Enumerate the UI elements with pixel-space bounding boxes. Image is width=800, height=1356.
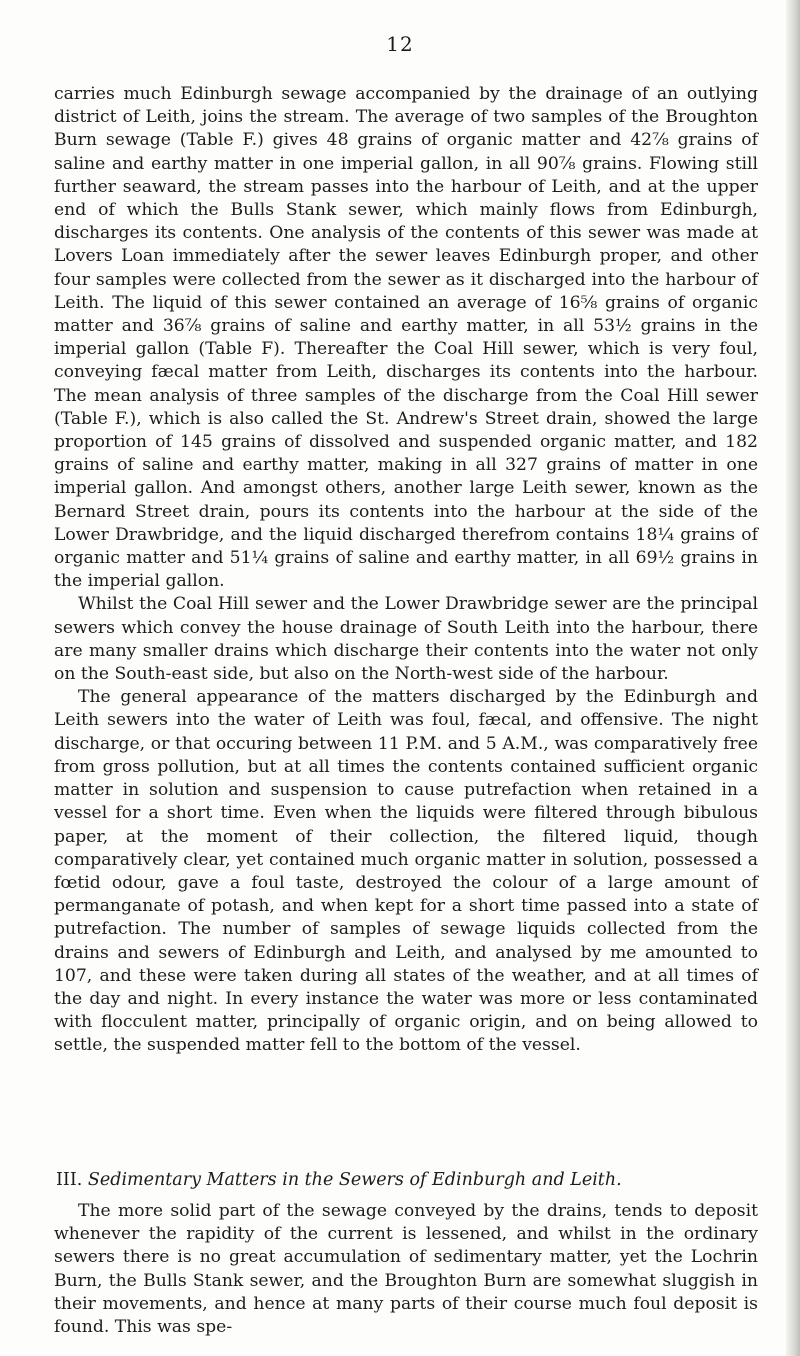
paragraph-principal-sewers: Whilst the Coal Hill sewer and the Lower Drawbridge sewer are the principal sewers which convey the house drainage of South Leith into the harbour, there are many smaller drains which discharge their contents into the water not only on the South-east side, but also on the North-west side of the harbour. bbox=[54, 594, 758, 685]
paragraph-general-appearance: The general appearance of the matters discharged by the Edinburgh and Leith sewers into the water of Leith was foul, fæcal, and offensive. The night discharge, or that occuring between 11 P.M. and 5 A.M., was comparatively free from gross pollution, but at all times the contents contained sufficient organic matter in solution and suspension to cause putrefaction when retained in a vessel for a short time. Even when the liquids were filtered through bibulous paper, at the moment of their collection, the filtered liquid, though comparatively clear, yet contained much organic matter in solution, possessed a fœtid odour, gave a foul taste, destroyed the colour of a large amount of permanganate of potash, and when kept for a short time passed into a state of putrefaction. The number of samples of sewage liquids collected from the drains and sewers of Edinburgh and Leith, and analysed by me amounted to 107, and these were taken during all states of the weather, and at all times of the day and night. In every instance the water was more or less contaminated with flocculent matter, principally of organic origin, and on being allowed to settle, the suspended matter fell to the bottom of the vessel. bbox=[54, 687, 758, 1056]
page-number: 12 bbox=[386, 32, 414, 56]
main-text-block bbox=[54, 83, 758, 1058]
paragraph-sedimentary: The more solid part of the sewage conveyed by the drains, tends to deposit whenever the rapidity of the current is lessened, and whilst in the ordinary sewers there is no great accumulation of sedimentary matter, yet the Lochrin Burn, the Bulls Stank sewer, and the Broughton Burn are somewhat sluggish in their movements, and hence at many parts of their course much foul deposit is found. This was spe- bbox=[54, 1201, 758, 1338]
paragraph-continuation: carries much Edinburgh sewage accompanied by the drainage of an outlying district of Leith, joins the stream. The average of two samples of the Broughton Burn sewage (Table F.) gives 48 grains of organic matter and 42⅞ grains of saline and earthy matter in one imperial gallon, in all 90⅞ grains. Flowing still further seaward, the stream passes into the harbour of Leith, and at the upper end of which the Bulls Stank sewer, which mainly flows from Edinburgh, discharges its contents. One analysis of the contents of this sewer was made at Lovers Loan immediately after the sewer leaves Edinburgh proper, and other four samples were collected from the sewer as it discharged into the harbour of Leith. The liquid of this sewer contained an average of 16⅝ grains of organic matter and 36⅞ grains of saline and earthy matter, in all 53½ grains in the imperial gallon (Table F). Thereafter the Coal Hill sewer, which is very foul, conveying fæcal matter from Leith, discharges its contents into the harbour. The mean analysis of three samples of the discharge from the Coal Hill sewer (Table F.), which is also called the St. Andrew's Street drain, showed the large proportion of 145 grains of dissolved and suspended organic matter, and 182 grains of saline and earthy matter, making in all 327 grains of matter in one imperial gallon. And amongst others, another large Leith sewer, known as the Bernard Street drain, pours its contents into the harbour at the side of the Lower Drawbridge, and the liquid discharged therefrom contains 18¼ grains of organic matter and 51¼ grains of saline and earthy matter, in all 69½ grains in the imperial gallon. bbox=[54, 84, 758, 592]
section-title: Sedimentary Matters in the Sewers of Edinburgh and Leith. bbox=[87, 1170, 622, 1190]
section-number: III. bbox=[56, 1170, 83, 1190]
page-edge-shadow bbox=[786, 0, 800, 1356]
section-text-block bbox=[54, 1200, 758, 1339]
section-heading bbox=[56, 1169, 756, 1192]
